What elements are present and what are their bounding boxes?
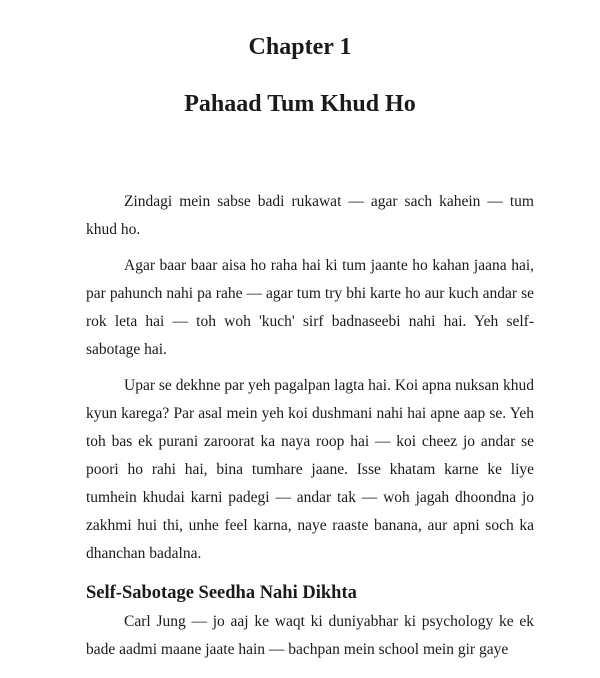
chapter-number: Chapter 1 — [248, 34, 352, 60]
paragraph: Agar baar baar aisa ho raha hai ki tum jaante ho kahan jaana hai, par pahunch nahi pa rahe — agar tum try bhi karte ho aur kuch andar se rok leta hai — toh woh 'kuch' sirf badnaseebi nahi hai. Yeh self-sabotage hai. — [86, 257, 534, 358]
section-heading: Self-Sabotage Seedha Nahi Dikhta — [86, 583, 357, 603]
paragraph: Carl Jung — jo aaj ke waqt ki duniyabhar ki psychology ke ek bade aadmi maane jaate hain — bachpan mein school mein gir gaye — [86, 613, 534, 658]
chapter-title: Pahaad Tum Khud Ho — [184, 91, 416, 117]
chapter-body — [86, 188, 534, 672]
paragraph: Zindagi mein sabse badi rukawat — agar sach kahein — tum khud ho. — [86, 193, 534, 238]
paragraph: Upar se dekhne par yeh pagalpan lagta hai. Koi apna nuksan khud kyun karega? Par asal mein yeh koi dushmani nahi hai apne aap se. Yeh toh bas ek purani zaroorat ka naya roop hai — koi cheez jo andar se poori ho rahi hai, bina tumhare jaane. Isse khatam karne ke liye tumhein khudai karni padegi — andar tak — woh jagah dhoondna jo zakhmi hui thi, unhe feel karna, naye raaste banana, aur apni soch ka dhanchan badalna. — [86, 377, 534, 562]
